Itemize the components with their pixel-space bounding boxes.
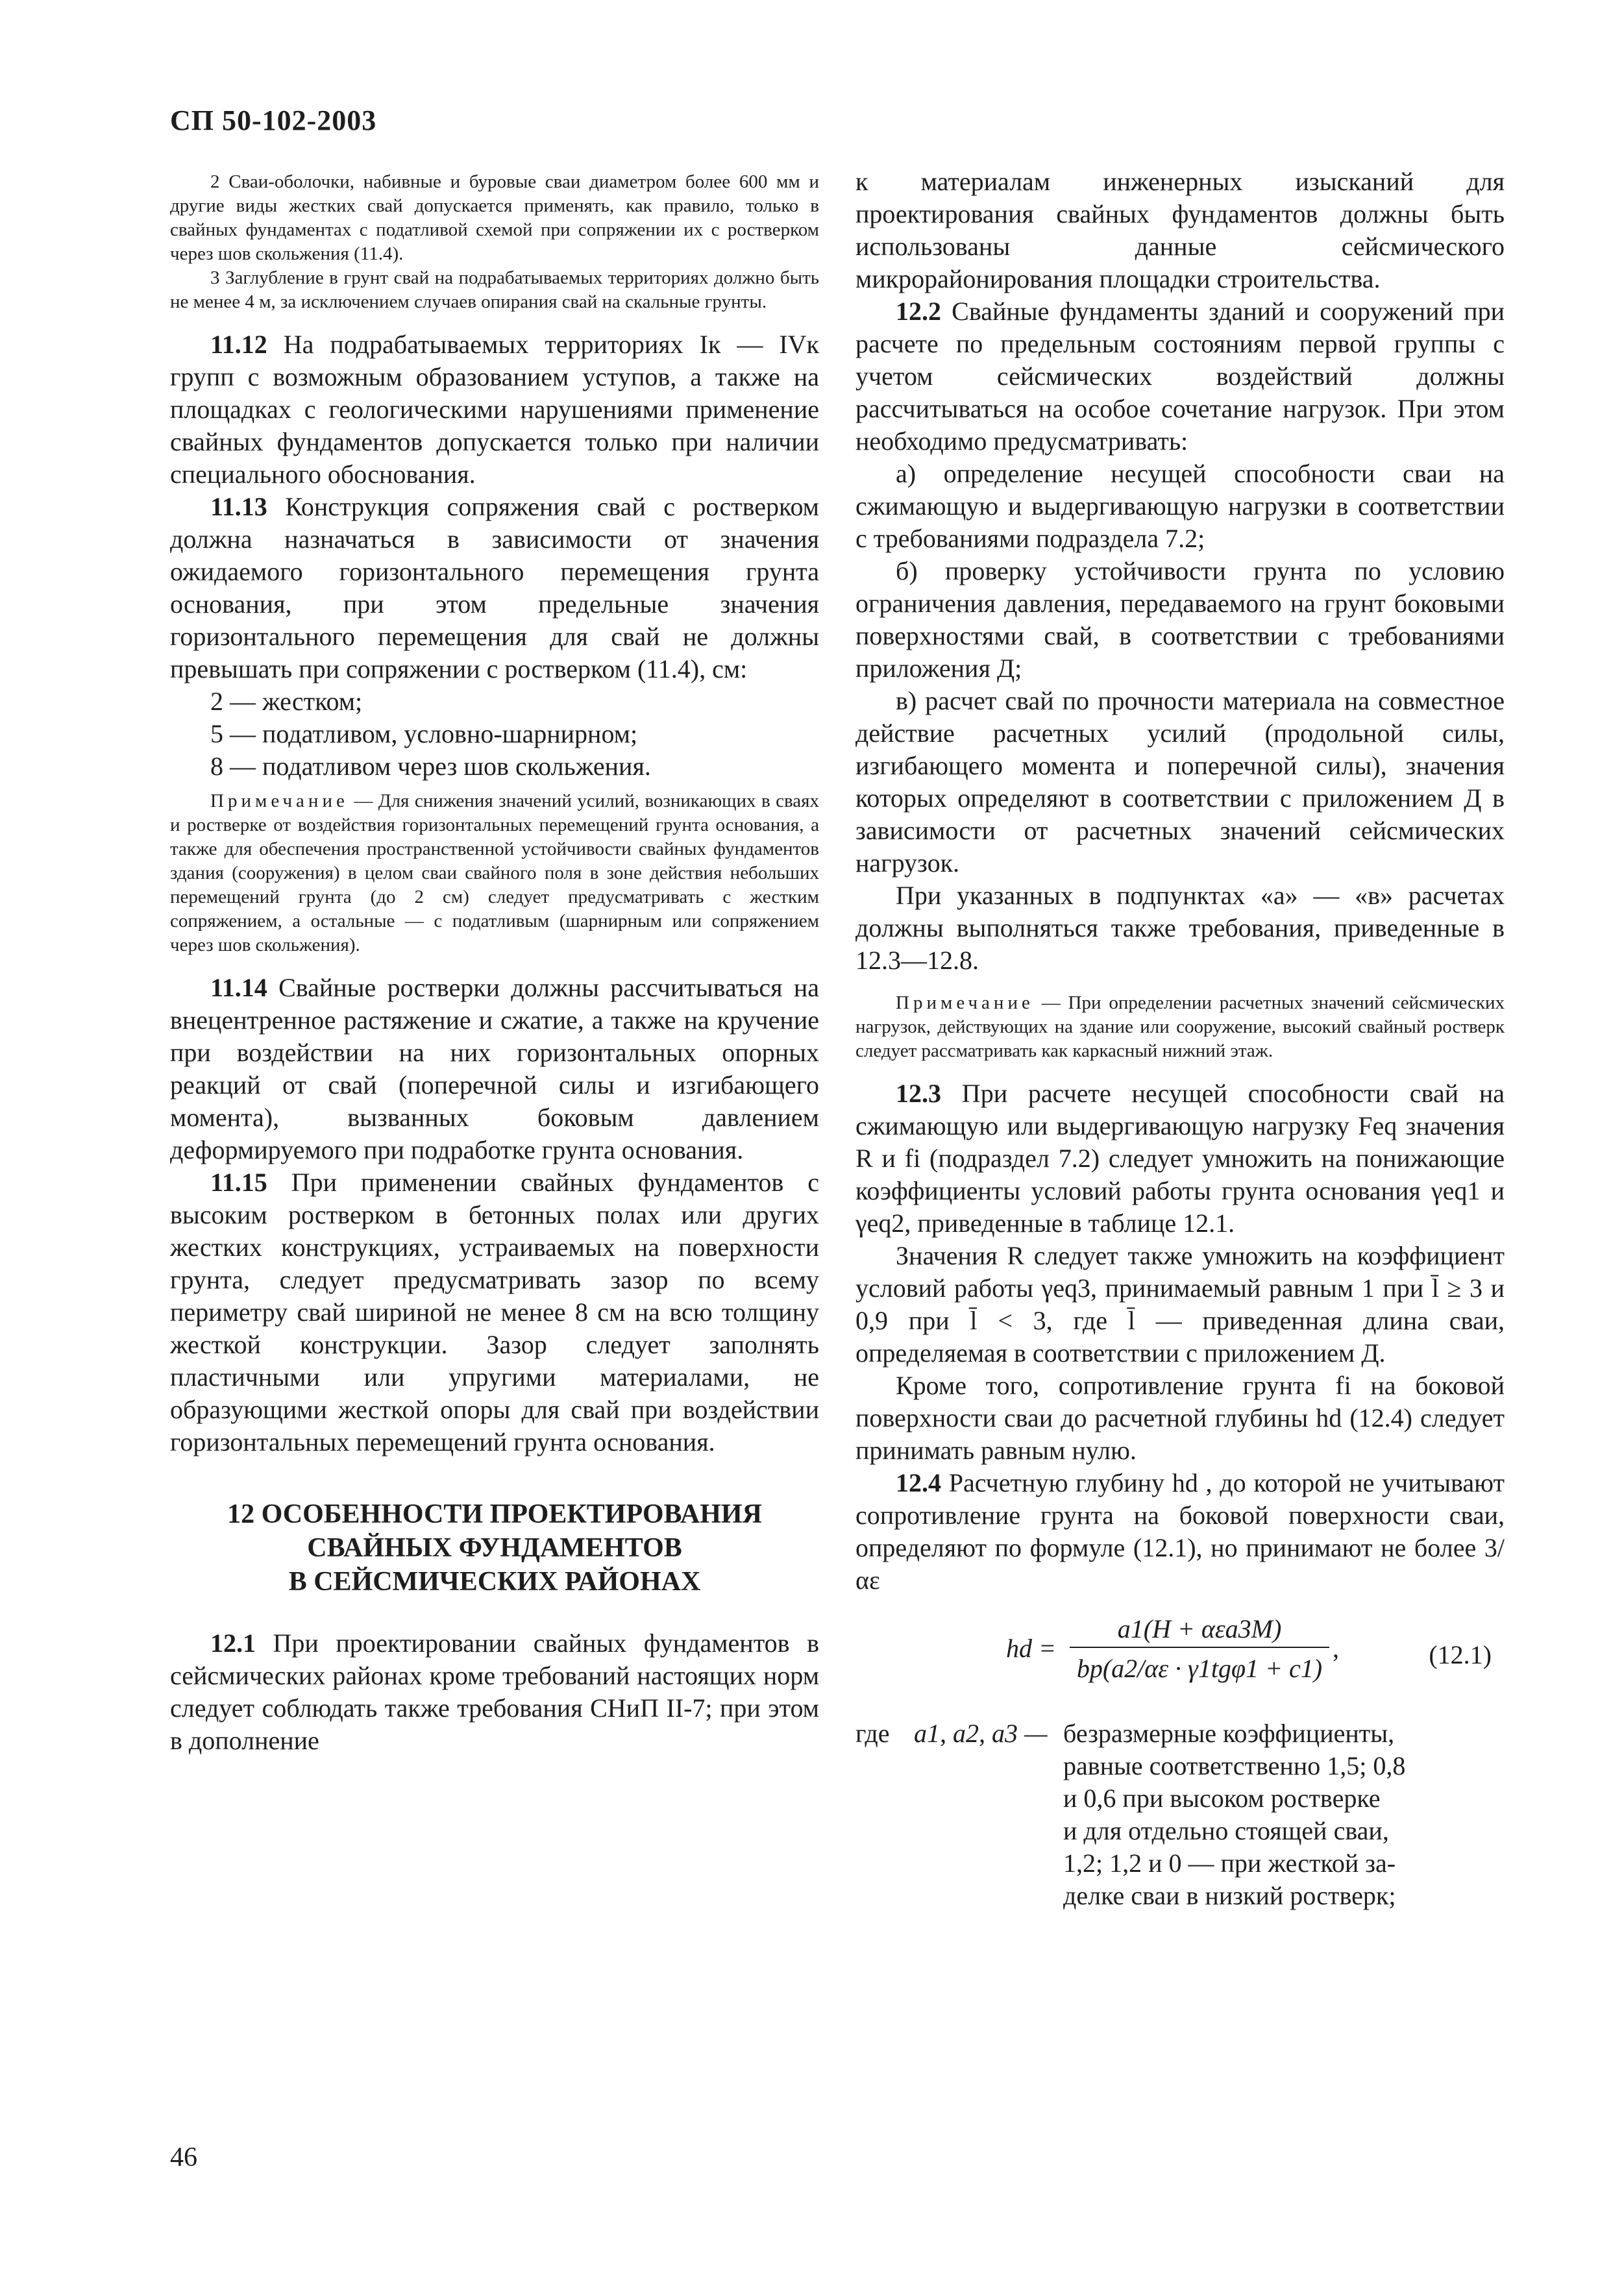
paragraph-values: Значения R следует также умножить на коэффициент условий работы γeq3, принимаемый равным 1 при l̄ ≥ 3 и 0,9 при l̄ < 3, где l̄ — приведенная длина сваи, определяемая в соответствии с приложением Д. — [855, 1241, 1505, 1368]
paragraph-indicated: При указанных в подпунктах «а» — «в» расчетах должны выполняться также требования, приведенные в 12.3—12.8. — [855, 881, 1505, 975]
clause-text: При применении свайных фундаментов с высоким ростверком в бетонных полах или других жестких конструкциях, устраиваемых на поверхности грунта, следует предусматривать зазор по всему периметру свай шириной не менее 8 см на всю толщину жесткой конструкции. Зазор следует заполнять пластичными или упругими материалами, не образующими жесткой опоры для свай при воздействии горизонтальных перемещений грунта основания. — [170, 1168, 819, 1456]
item-a: а) определение несущей способности сваи на сжимающую и выдергивающую нагрузки в соответствии с требованиями подраздела 7.2; — [855, 459, 1505, 553]
where-continuation: и для отдельно стоящей сваи, — [1063, 1816, 1389, 1845]
list-item: 8 — податливом через шов скольжения. — [210, 752, 651, 781]
formula-numerator: a1(H + αεa3M) — [1070, 1614, 1329, 1648]
clause-text: При расчете несущей способности свай на сжимающую или выдергивающую нагрузку Feq значения R и fi (подраздел 7.2) следует умножить на понижающие коэффициенты условий работы грунта основания γeq1 и γeq2, приведенные в таблице 12.1. — [855, 1079, 1505, 1238]
document-header: СП 50-102-2003 — [170, 104, 377, 136]
clause-number: 11.13 — [210, 492, 267, 521]
section-title-line: 12 ОСОБЕННОСТИ ПРОЕКТИРОВАНИЯ — [227, 1499, 762, 1529]
clause-text: Свайные ростверки должны рассчитываться на внецентренное растяжение и сжатие, а также на кручение при воздействии на них горизонтальных опорных реакций от свай (поперечной силы и изгибающего момента), вызванных боковым давлением деформируемого при подработке грунта основания. — [170, 973, 819, 1164]
list-item: 5 — податливом, условно-шарнирном; — [210, 719, 638, 748]
clause-text: Свайные фундаменты зданий и сооружений при расчете по предельным состояниям первой группы с учетом сейсмических воздействий должны рассчитываться на особое сочетание нагрузок. При этом необходимо предусматривать: — [855, 297, 1505, 456]
clause-12-2 — [855, 295, 1505, 458]
clause-text: При проектировании свайных фундаментов в сейсмических районах кроме требований настоящих норм следует соблюдать также требования СНиП II-7; при этом в дополнение — [170, 1628, 819, 1755]
section-title-line: СВАЙНЫХ ФУНДАМЕНТОВ — [307, 1533, 682, 1563]
formula-denominator: bp(a2/αε · γ1tgφ1 + c1) — [1076, 1654, 1323, 1683]
clause-text: На подрабатываемых территориях Iк — IVк групп с возможным образованием уступов, а также на площадках с геологическими нарушениями применение свайных фундаментов допускается только при наличии специального обоснования. — [170, 330, 819, 489]
clause-11-14 — [170, 972, 819, 1166]
note-label: Примечание — [210, 791, 349, 811]
formula-lhs: hd = — [1006, 1634, 1056, 1663]
formula-12-1 — [855, 1614, 1505, 1711]
note-3: 3 Заглубление в грунт свай на подрабатываемых территориях должно быть не менее 4 м, за исключением случаев опирания свай на скальные грунты. — [170, 267, 819, 312]
page-number: 46 — [170, 2143, 197, 2172]
clause-number: 12.2 — [896, 297, 941, 326]
continuation-paragraph: к материалам инженерных изысканий для проектирования свайных фундаментов должны быть использованы данные сейсмического микрорайонирования площадки строительства. — [855, 167, 1505, 293]
where-definition: безразмерные коэффициенты, — [1063, 1719, 1395, 1748]
clause-number: 12.1 — [210, 1628, 256, 1658]
where-continuation: делке сваи в низкий ростверк; — [1063, 1881, 1396, 1910]
where-continuation: 1,2; 1,2 и 0 — при жесткой за- — [1063, 1849, 1396, 1878]
paragraph-besides: Кроме того, сопротивление грунта fi на боковой поверхности сваи до расчетной глубины hd (12.4) следует принимать равным нулю. — [855, 1371, 1505, 1465]
formula-fraction — [1070, 1614, 1329, 1684]
formula-number: (12.1) — [1429, 1640, 1492, 1669]
left-column — [170, 170, 819, 1757]
note-2: 2 Сваи-оболочки, набивные и буровые сваи диаметром более 600 мм и другие виды жестких свай допускается применять, как правило, только в свайных фундаментах с податливой схемой при сопряжении их с ростверком через шов скольжения (11.4). — [170, 171, 819, 264]
clause-text: Конструкция сопряжения свай с ростверком должна назначаться в зависимости от значения ожидаемого горизонтального перемещения грунта основания, при этом предельные значения горизонтального перемещения для свай не должны превышать при сопряжении с ростверком (11.4), см: — [170, 492, 819, 683]
clause-12-1 — [170, 1627, 819, 1757]
where-word: где — [855, 1719, 890, 1748]
note-label: Примечание — [896, 992, 1034, 1013]
clause-12-4 — [855, 1467, 1505, 1597]
item-b: б) проверку устойчивости грунта по условию ограничения давления, передаваемого на грунт боковыми поверхностями свай, в соответствии с требованиями приложения Д; — [855, 556, 1505, 683]
clause-text: Расчетную глубину hd , до которой не учитывают сопротивление грунта на боковой поверхности сваи, определяют по формуле (12.1), но принимают не более 3/αε — [855, 1468, 1505, 1595]
note-block — [855, 991, 1505, 1063]
right-column — [855, 166, 1505, 1912]
section-title — [170, 1497, 819, 1599]
item-c: в) расчет свай по прочности материала на совместное действие расчетных усилий (продольной силы, изгибающего момента и поперечной силы), значения которых определяют в соответствии с приложением Д в зависимости от расчетных значений сейсмических нагрузок. — [855, 686, 1505, 878]
clause-number: 11.12 — [210, 330, 267, 359]
note-text: — Для снижения значений усилий, возникающих в сваях и ростверке от воздействия горизонтальных перемещений грунта основания, а также для обеспечения пространственной устойчивости свайных фундаментов здания (сооружения) в целом сваи свайного поля в зоне действия небольших перемещений грунта (до 2 см) следует предусматривать с жестким сопряжением, а остальные — с податливым (шарнирным или сопряжением через шов скольжения). — [170, 791, 819, 955]
note-text: — При определении расчетных значений сейсмических нагрузок, действующих на здание или сооружение, высокий свайный ростверк следует рассматривать как каркасный нижний этаж. — [855, 992, 1505, 1061]
clause-number: 11.15 — [210, 1168, 267, 1197]
where-continuation: равные соответственно 1,5; 0,8 — [1063, 1751, 1406, 1780]
section-title-line: В СЕЙСМИЧЕСКИХ РАЙОНАХ — [288, 1567, 701, 1597]
clause-number: 12.3 — [896, 1079, 941, 1108]
clause-11-12 — [170, 328, 819, 491]
clause-number: 11.14 — [210, 973, 267, 1002]
clause-12-3 — [855, 1077, 1505, 1240]
where-continuation: и 0,6 при высоком ростверке — [1063, 1784, 1381, 1813]
list-item: 2 — жестком; — [210, 687, 363, 716]
clause-number: 12.4 — [896, 1468, 941, 1497]
clause-11-13 — [170, 491, 819, 685]
clause-11-15 — [170, 1166, 819, 1458]
where-variables: a1, a2, a3 — — [914, 1719, 1048, 1748]
where-line — [855, 1717, 1505, 1750]
formula-comma: , — [1333, 1634, 1339, 1663]
note-block — [170, 789, 819, 957]
